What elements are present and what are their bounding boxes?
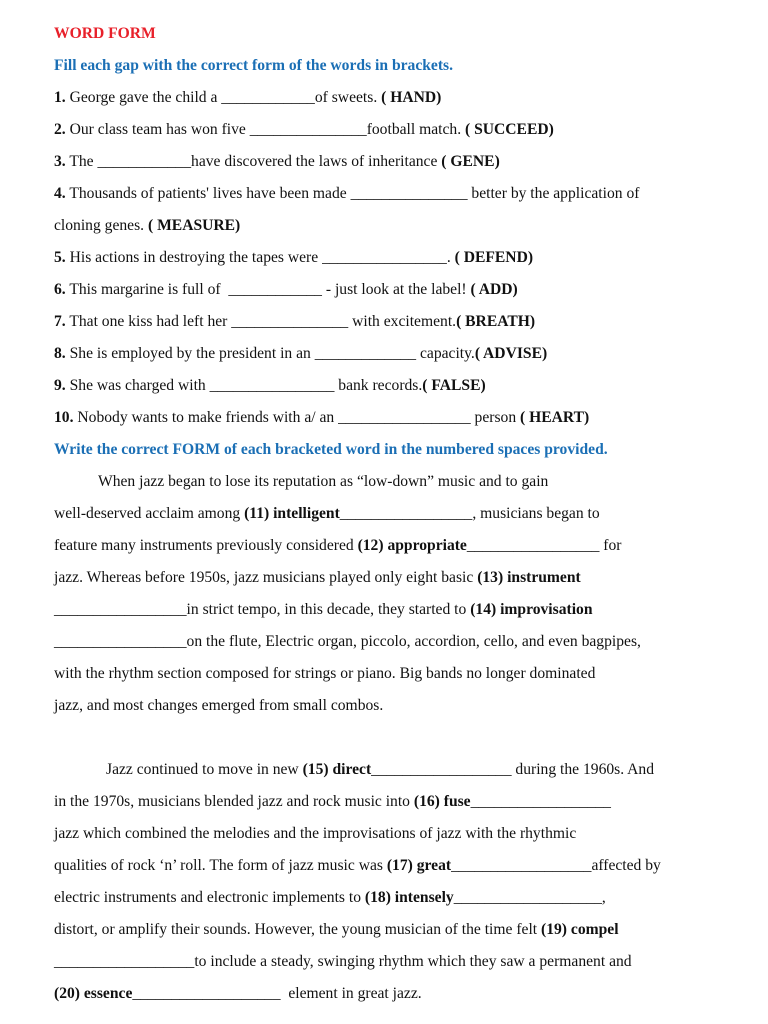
exercise-item [54, 370, 734, 402]
passage-text: with the rhythm section composed for strings or piano. Big bands no longer dominated [54, 665, 596, 682]
item-hint: ( DEFEND) [454, 249, 534, 266]
passage-text: __________________ during the 1960s. And [371, 761, 655, 778]
passage-line [54, 882, 734, 914]
item-text: Our class team has won five _______________football match. [65, 121, 465, 138]
bracketed-word: (13) instrument [477, 569, 581, 586]
passage-text: __________________affected by [451, 857, 661, 874]
part1-instruction: Fill each gap with the correct form of the words in brackets. [54, 57, 454, 74]
item-number: 10. [54, 409, 74, 426]
passage-text: __________________ [470, 793, 611, 810]
item-text: His actions in destroying the tapes were ________________. [65, 249, 455, 266]
passage-text: qualities of rock ‘n’ roll. The form of jazz music was [54, 857, 387, 874]
exercise-item [54, 178, 734, 210]
passage-paragraph-2 [54, 754, 734, 1010]
passage-line [54, 562, 734, 594]
passage-text: jazz which combined the melodies and the improvisations of jazz with the rhythmic [54, 825, 577, 842]
passage-line [54, 850, 734, 882]
worksheet-title: WORD FORM [54, 25, 156, 42]
exercise-item [54, 274, 734, 306]
passage-line [54, 786, 734, 818]
passage-text: electric instruments and electronic implements to [54, 889, 365, 906]
bracketed-word: (15) direct [302, 761, 372, 778]
exercise-item [54, 242, 734, 274]
item-hint: ( SUCCEED) [465, 121, 554, 138]
item-hint: ( ADVISE) [474, 345, 548, 362]
item-text: She was charged with ________________ bank records. [65, 377, 423, 394]
item-number: 8. [54, 345, 66, 362]
bracketed-word: (20) essence [54, 985, 133, 1002]
item-text: This margarine is full of ____________ - just look at the label! [65, 281, 471, 298]
passage-text: jazz. Whereas before 1950s, jazz musicians played only eight basic [54, 569, 478, 586]
item-number: 4. [54, 185, 66, 202]
passage-line [54, 530, 734, 562]
exercise-item [54, 114, 734, 146]
passage-line [54, 978, 734, 1010]
part1-items [54, 82, 734, 434]
passage-paragraph-1 [54, 466, 734, 722]
bracketed-word: (17) great [386, 857, 452, 874]
passage-text: _________________in strict tempo, in this decade, they started to [54, 601, 471, 618]
passage-line [54, 754, 734, 786]
passage-text: distort, or amplify their sounds. However, the young musician of the time felt [54, 921, 542, 938]
item-text: That one kiss had left her _______________ with excitement. [65, 313, 457, 330]
passage-text: When jazz began to lose its reputation as “low-down” music and to gain [98, 473, 549, 490]
item-number: 5. [54, 249, 66, 266]
item-text: The ____________have discovered the laws of inheritance [65, 153, 442, 170]
passage-line [54, 690, 734, 722]
item-number: 6. [54, 281, 66, 298]
item-number: 3. [54, 153, 66, 170]
worksheet [54, 18, 734, 1010]
passage-line [54, 658, 734, 690]
part2-instruction: Write the correct FORM of each bracketed word in the numbered spaces provided. [54, 441, 608, 458]
item-hint: ( HEART) [520, 409, 590, 426]
passage-line [54, 626, 734, 658]
exercise-item [54, 146, 734, 178]
item-hint: ( MEASURE) [147, 217, 241, 234]
exercise-item [54, 82, 734, 114]
item-text: Nobody wants to make friends with a/ an _________________ person [73, 409, 521, 426]
item-hint: ( FALSE) [422, 377, 486, 394]
passage-line [54, 498, 734, 530]
item-text: George gave the child a ____________of sweets. [65, 89, 382, 106]
passage-line [54, 594, 734, 626]
passage-text: Jazz continued to move in new [106, 761, 303, 778]
item-hint: ( BREATH) [456, 313, 536, 330]
item-number: 7. [54, 313, 66, 330]
item-text: cloning genes. [54, 217, 148, 234]
item-text: She is employed by the president in an _____________ capacity. [65, 345, 475, 362]
passage-text: jazz, and most changes emerged from small combos. [54, 697, 384, 714]
passage-line [54, 914, 734, 946]
item-hint: ( ADD) [470, 281, 518, 298]
item-hint: ( GENE) [441, 153, 500, 170]
passage-line [54, 818, 734, 850]
item-hint: ( HAND) [381, 89, 442, 106]
bracketed-word: (18) intensely [364, 889, 454, 906]
bracketed-word: (12) appropriate [357, 537, 467, 554]
passage-text: _________________ for [466, 537, 622, 554]
item-number: 1. [54, 89, 66, 106]
exercise-item [54, 306, 734, 338]
bracketed-word: (14) improvisation [470, 601, 593, 618]
item-number: 9. [54, 377, 66, 394]
item-text: Thousands of patients' lives have been made _______________ better by the application of [65, 185, 640, 202]
passage-line [54, 466, 734, 498]
exercise-item [54, 338, 734, 370]
exercise-item [54, 402, 734, 434]
passage-text: _________________, musicians began to [339, 505, 600, 522]
passage-text: in the 1970s, musicians blended jazz and rock music into [54, 793, 414, 810]
passage-text: __________________to include a steady, swinging rhythm which they saw a permanent and [54, 953, 632, 970]
paragraph-gap [54, 722, 734, 754]
passage-text: well-deserved acclaim among [54, 505, 245, 522]
bracketed-word: (16) fuse [413, 793, 471, 810]
passage-text: feature many instruments previously considered [54, 537, 358, 554]
passage-text: _________________on the flute, Electric organ, piccolo, accordion, cello, and even bagpipes, [54, 633, 641, 650]
exercise-item [54, 210, 734, 242]
item-number: 2. [54, 121, 66, 138]
passage-text: ___________________ element in great jazz. [132, 985, 422, 1002]
bracketed-word: (11) intelligent [244, 505, 340, 522]
passage-line [54, 946, 734, 978]
passage-text: ___________________, [453, 889, 606, 906]
bracketed-word: (19) compel [541, 921, 619, 938]
